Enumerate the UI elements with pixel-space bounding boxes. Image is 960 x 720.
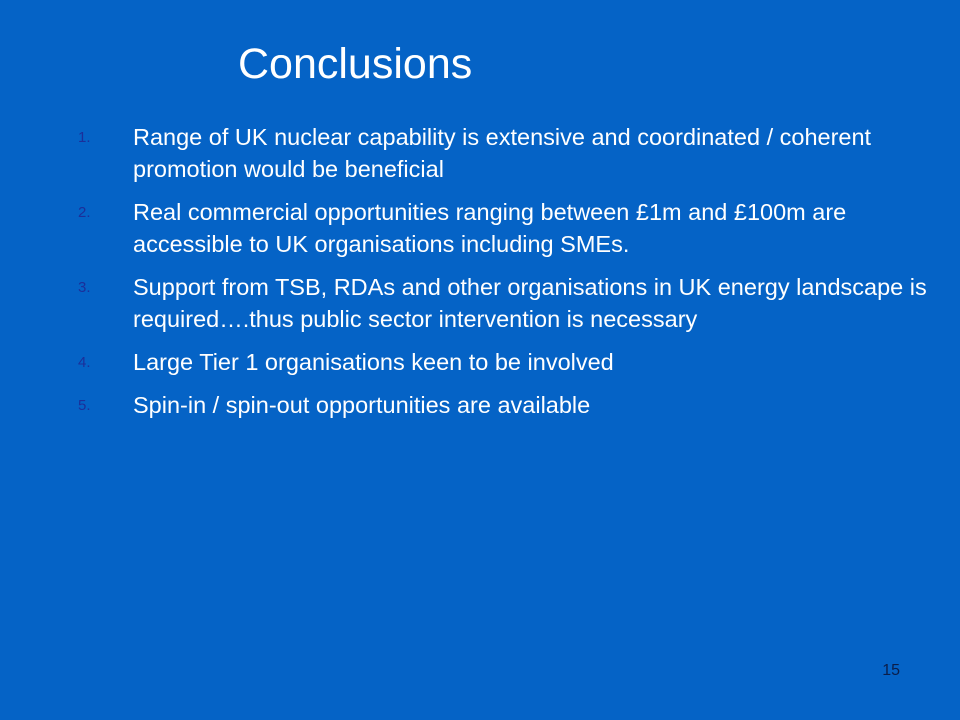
list-item xyxy=(78,346,928,378)
list-item-text: Spin-in / spin-out opportunities are available xyxy=(133,392,591,418)
list-item-text: Real commercial opportunities ranging between £1m and £100m are accessible to UK organisations including SMEs. xyxy=(133,199,847,257)
list-item-text: Large Tier 1 organisations keen to be involved xyxy=(133,349,614,375)
list-item-number: 5. xyxy=(78,397,91,414)
list-item-number: 4. xyxy=(78,354,91,371)
list-item-text: Support from TSB, RDAs and other organisations in UK energy landscape is required….thus public sector intervention is necessary xyxy=(133,274,927,332)
list-item-number: 2. xyxy=(78,204,91,221)
list-item xyxy=(78,196,928,260)
slide-title: Conclusions xyxy=(238,40,473,88)
list-item xyxy=(78,389,928,421)
page-number: 15 xyxy=(882,662,900,679)
list-item xyxy=(78,121,928,185)
list-item-number: 1. xyxy=(78,129,91,146)
list-item-text: Range of UK nuclear capability is extensive and coordinated / coherent promotion would be beneficial xyxy=(133,124,872,182)
conclusions-list xyxy=(78,121,928,432)
list-item xyxy=(78,271,928,335)
list-item-number: 3. xyxy=(78,279,91,296)
